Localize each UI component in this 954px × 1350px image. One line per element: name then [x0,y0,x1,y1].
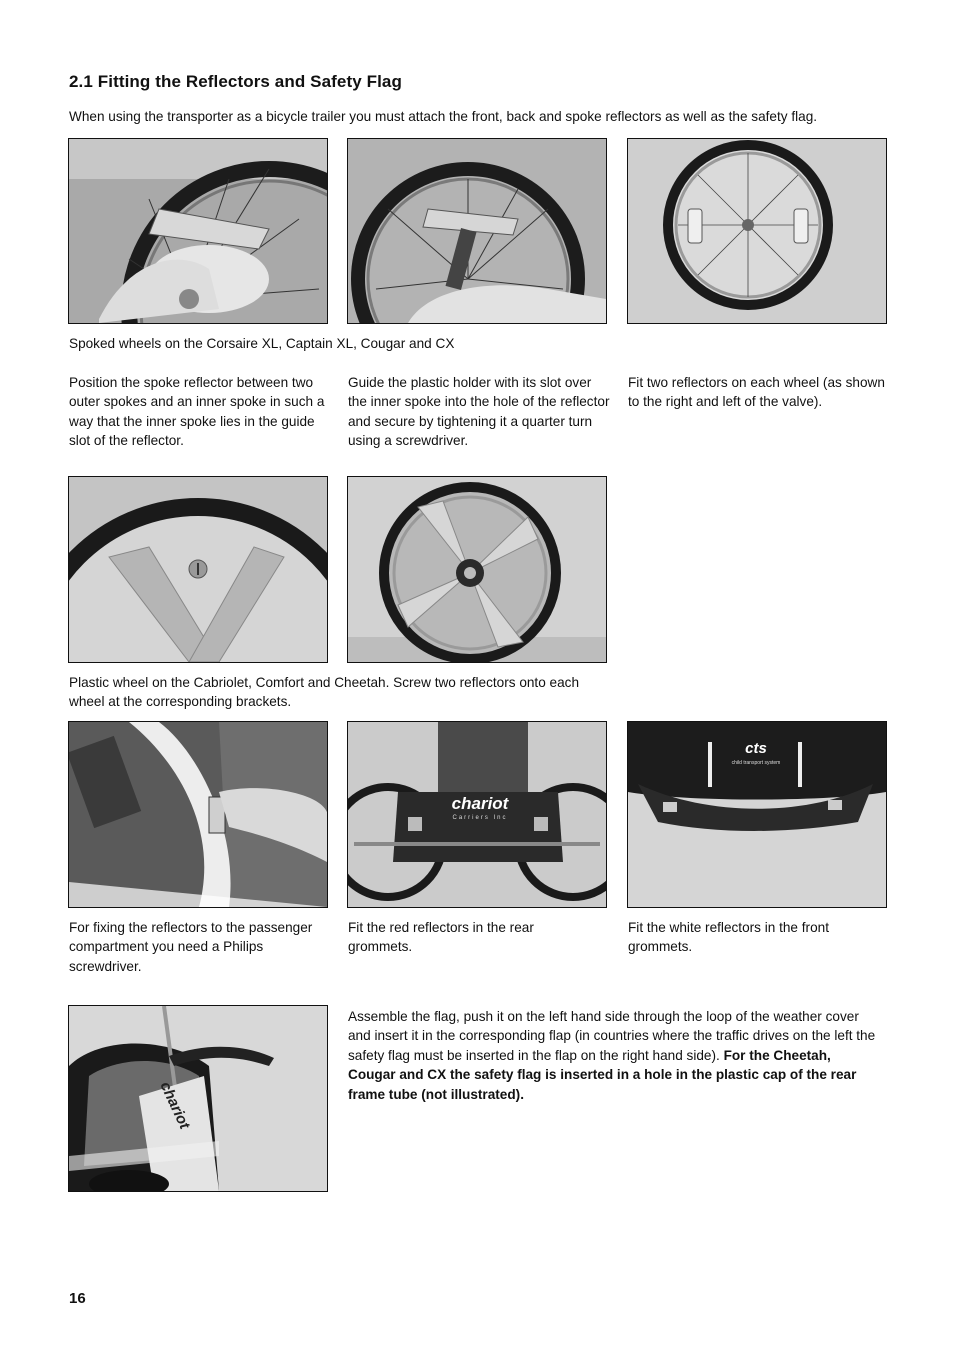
photo-spoke-reflector-position [68,138,328,324]
photo-spoke-reflector-holder [347,138,607,324]
page-number: 16 [69,1290,86,1307]
row3-text-2: Fit the red reflectors in the rear grommets. [348,920,534,955]
chariot-logo-flag: chariot [156,1079,194,1132]
row1-text-3: Fit two reflectors on each wheel (as shown to the right and left of the valve). [628,375,885,410]
row1-text-1: Position the spoke reflector between two outer spokes and an inner spoke in such a way that the inner spoke lies in the guide slot of the reflector. [69,375,325,449]
chariot-logo-rear: chariot [451,794,509,813]
row1-text-2: Guide the plastic holder with its slot over the inner spoke into the hole of the reflector and secure by tightening it a quarter turn using a screwdriver. [348,375,610,449]
row4-text [348,1007,878,1104]
row3-text-3: Fit the white reflectors in the front grommets. [628,920,829,955]
photo-plastic-wheel-full [347,476,607,663]
row4-text-bold: For the Cheetah, Cougar and CX the safety flag is inserted in a hole in the plastic cap of the rear frame tube (not illustrated). [348,1047,857,1102]
row4-text-regular: Assemble the flag, push it on the left hand side through the loop of the weather cover and insert it in the corresponding flap (in countries where the traffic drives on the left the safety flag must be inserted in the flap on the right hand side). [348,1009,876,1063]
photo-safety-flag [68,1005,328,1192]
row1-caption: Spoked wheels on the Corsaire XL, Captain XL, Cougar and CX [69,336,455,351]
cts-logo-sub: child transport system [731,760,781,766]
photo-front-grommets [627,721,887,908]
page-title: 2.1 Fitting the Reflectors and Safety Flag [69,72,402,91]
photo-spoke-wheel-two-reflectors [627,138,887,324]
cts-logo: cts [745,740,767,757]
chariot-logo-rear-sub: Carriers Inc [452,815,508,821]
intro-paragraph: When using the transporter as a bicycle trailer you must attach the front, back and spoke reflectors as well as the safety flag. [69,109,818,124]
row2-caption: Plastic wheel on the Cabriolet, Comfort and Cheetah. Screw two reflectors onto each wheel at the corresponding brackets. [69,675,580,710]
photo-compartment-reflector [68,721,328,908]
photo-rear-grommets [347,721,607,908]
photo-plastic-wheel-bracket [68,476,328,663]
row3-text-1: For fixing the reflectors to the passenger compartment you need a Philips screwdriver. [69,920,313,974]
